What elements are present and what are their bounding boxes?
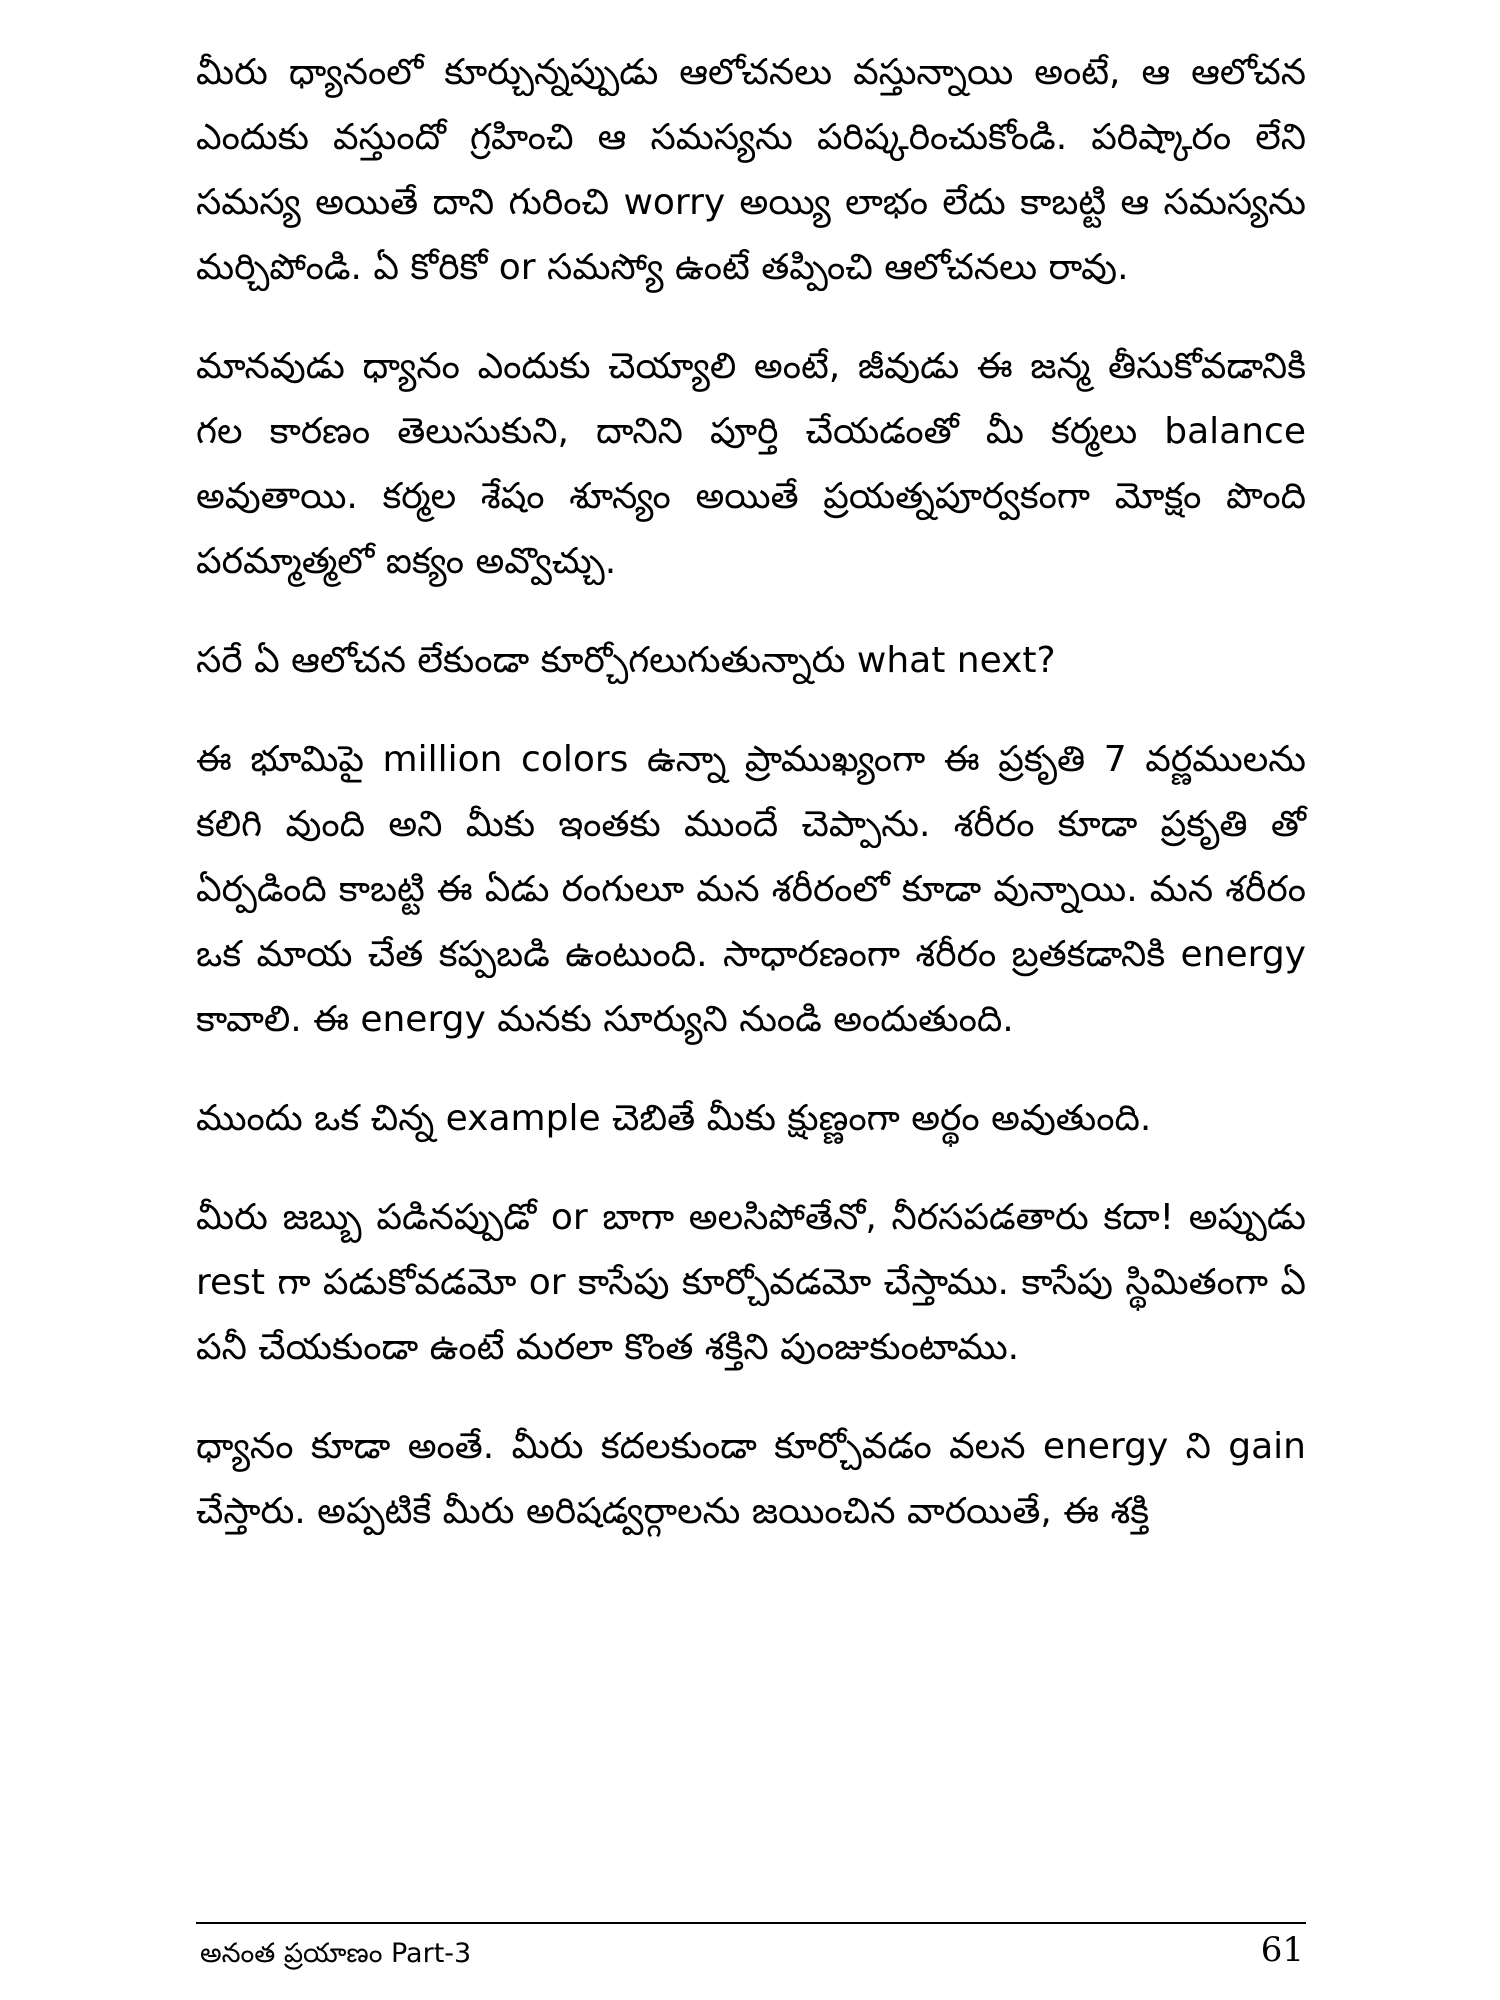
footer-divider [196,1922,1306,1924]
paragraph-5: ముందు ఒక చిన్న example చెబితే మీకు క్షుణ్ణంగా అర్థం అవుతుంది. [196,1098,1152,1139]
paragraph-6: మీరు జబ్బు పడినప్పుడో or బాగా అలసిపోతేనో, నీరసపడతారు కదా! అప్పుడు rest గా పడుకోవడమో or కాసేపు కూర్చోవడమో చేస్తాము. కాసేపు స్థిమితంగా ఏ పనీ చేయకుండా ఉంటే మరలా కొంత శక్తిని పుంజుకుంటాము. [196,1197,1306,1368]
footer-book-title: అనంత ప్రయాణం Part-3 [200,1938,472,1969]
page-body [196,40,1306,1940]
paragraph-2: మానవుడు ధ్యానం ఎందుకు చెయ్యాలి అంటే, జీవుడు ఈ జన్మ తీసుకోవడానికి గల కారణం తెలుసుకుని, దానిని పూర్తి చేయడంతో మీ కర్మలు balance అవుతాయి. కర్మల శేషం శూన్యం అయితే ప్రయత్నపూర్వకంగా మోక్షం పొంది పరమ్మాత్మలో ఐక్యం అవ్వొచ్చు. [196,346,1306,582]
paragraph-7: ధ్యానం కూడా అంతే. మీరు కదలకుండా కూర్చోవడం వలన energy ని gain చేస్తారు. అప్పటికే మీరు అరిషడ్వర్గాలను జయించిన వారయితే, ఈ శక్తి [196,1426,1306,1532]
page-number: 61 [1260,1930,1304,1970]
paragraph-4: ఈ భూమిపై million colors ఉన్నా ప్రాముఖ్యంగా ఈ ప్రకృతి 7 వర్ణములను కలిగి వుంది అని మీకు ఇంతకు ముందే చెప్పాను. శరీరం కూడా ప్రకృతి తో ఏర్పడింది కాబట్టి ఈ ఏడు రంగులూ మన శరీరంలో కూడా వున్నాయి. మన శరీరం ఒక మాయ చేత కప్పబడి ఉంటుంది. సాధారణంగా శరీరం బ్రతకడానికి energy కావాలి. ఈ energy మనకు సూర్యుని నుండి అందుతుంది. [196,739,1306,1040]
paragraph-1: మీరు ధ్యానంలో కూర్చున్నప్పుడు ఆలోచనలు వస్తున్నాయి అంటే, ఆ ఆలోచన ఎందుకు వస్తుందో గ్రహించి ఆ సమస్యను పరిష్కరించుకోండి. పరిష్కారం లేని సమస్య అయితే దాని గురించి worry అయ్యి లాభం లేదు కాబట్టి ఆ సమస్యను మర్చిపోండి. ఏ కోరికో or సమస్యో ఉంటే తప్పించి ఆలోచనలు రావు. [196,52,1306,288]
paragraph-3: సరే ఏ ఆలోచన లేకుండా కూర్చోగలుగుతున్నారు what next? [196,640,1056,681]
